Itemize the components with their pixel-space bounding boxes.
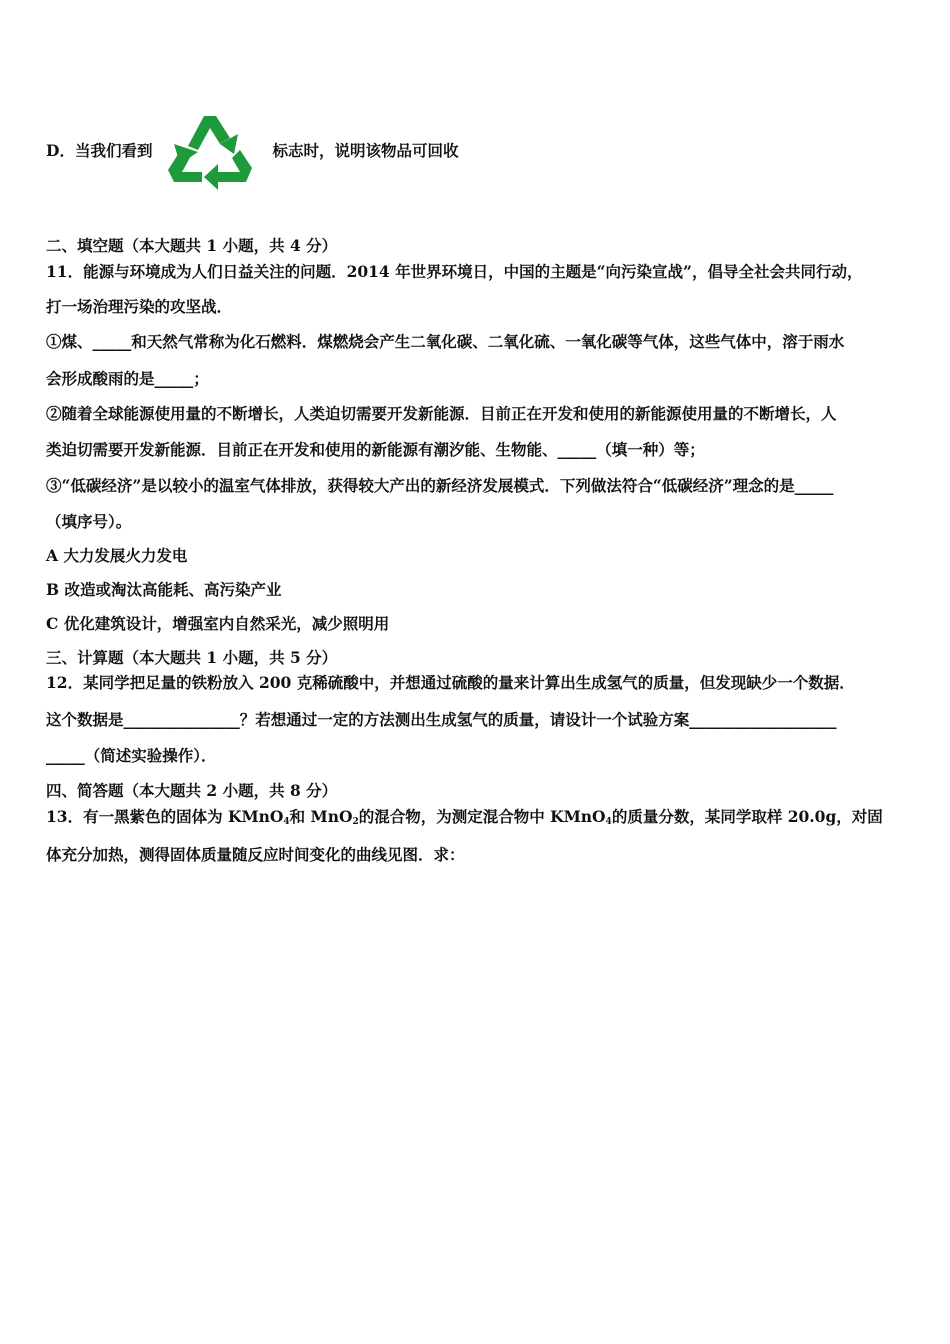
q12-line-3: _____（简述实验操作）． xyxy=(46,746,217,765)
q13-line-2: 体充分加热，测得固体质量随反应时间变化的曲线见图．求： xyxy=(46,845,465,864)
section-4-heading: 四、简答题（本大题共 2 小题，共 8 分） xyxy=(46,781,338,800)
option-d-text-before: D．当我们看到 xyxy=(46,141,153,160)
recycle-icon xyxy=(158,102,270,198)
q11-part1-line-2: 会形成酸雨的是_____； xyxy=(46,369,209,388)
q11-line-2: 打一场治理污染的攻坚战． xyxy=(46,297,233,316)
q12-line-2: 这个数据是_______________？若想通过一定的方法测出生成氢气的质量，请设计一个试验方案___________________ xyxy=(46,710,837,729)
q11-part2-line-1: ②随着全球能源使用量的不断增长，人类迫切需要开发新能源．目前正在开发和使用的新能源使用量的不断增长，人 xyxy=(46,404,837,423)
option-d-text-after: 标志时，说明该物品可回收 xyxy=(272,141,459,160)
q11-option-a: A 大力发展火力发电 xyxy=(46,546,188,565)
q11-line-1: 11．能源与环境成为人们日益关注的问题．2014 年世界环境日，中国的主题是“向污染宣战”，倡导全社会共同行动， xyxy=(46,262,863,281)
q11-part1-line-1: ①煤、_____和天然气常称为化石燃料．煤燃烧会产生二氧化碳、二氧化硫、一氧化碳等气体，这些气体中，溶于雨水 xyxy=(46,332,845,351)
section-3-heading: 三、计算题（本大题共 1 小题，共 5 分） xyxy=(46,648,338,667)
section-2-heading: 二、填空题（本大题共 1 小题，共 4 分） xyxy=(46,236,338,255)
q11-part3-line-1: ③“低碳经济”是以较小的温室气体排放，获得较大产出的新经济发展模式．下列做法符合“低碳经济”理念的是_____ xyxy=(46,476,834,495)
q11-option-c: C 优化建筑设计，增强室内自然采光，减少照明用 xyxy=(46,614,390,633)
q12-line-1: 12．某同学把足量的铁粉放入 200 克稀硫酸中，并想通过硫酸的量来计算出生成氢气的质量，但发现缺少一个数据． xyxy=(46,673,855,692)
q13-line-1: 13．有一黑紫色的固体为 KMnO$_4$和 MnO$_2$的混合物，为测定混合物中 KMnO$_4$的质量分数，某同学取样 20.0g，对固 xyxy=(46,807,883,827)
q11-option-b: B 改造或淘汰高能耗、高污染产业 xyxy=(46,580,282,599)
q11-part3-line-2: （填序号）。 xyxy=(46,512,132,531)
q11-part2-line-2: 类迫切需要开发新能源．目前正在开发和使用的新能源有潮汐能、生物能、_____（填一种）等； xyxy=(46,440,705,459)
option-d-row xyxy=(46,100,458,200)
